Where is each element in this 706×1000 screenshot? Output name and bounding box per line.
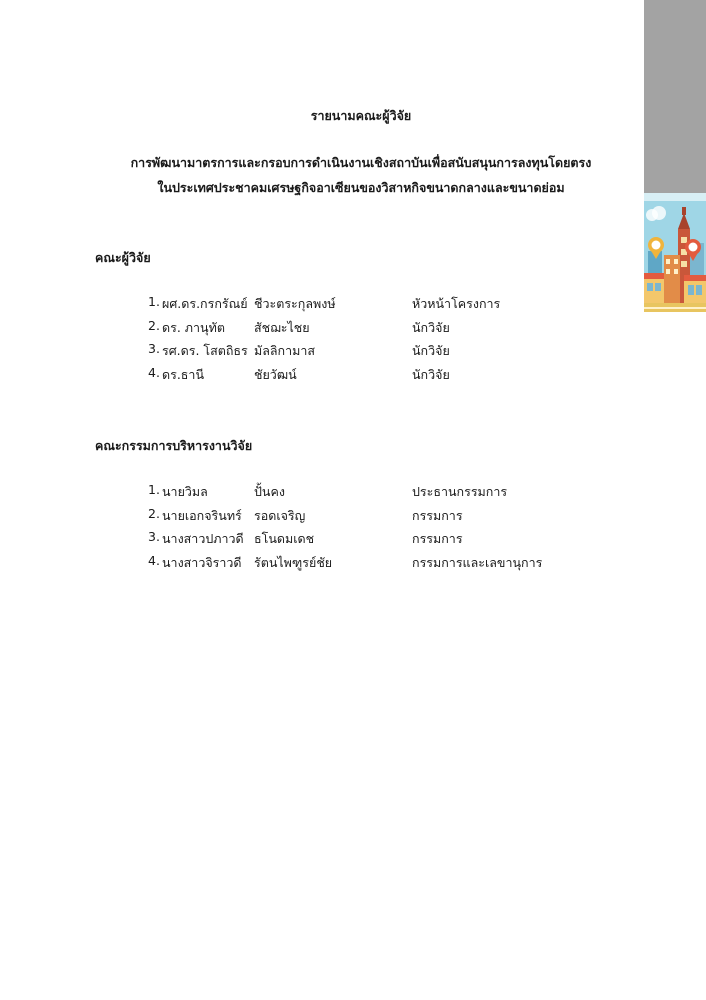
member-last-name: ธโนดมเดช: [254, 531, 315, 546]
city-illustration-icon: [644, 193, 706, 312]
member-last-name: สัชฌะไชย: [254, 319, 310, 335]
item-number: 1.: [148, 482, 160, 497]
committee-heading: คณะกรรมการบริหารงานวิจัย: [95, 438, 253, 453]
member-last-name: รัตนไพฑูรย์ชัย: [254, 554, 333, 570]
member-role: กรรมการ: [412, 531, 463, 546]
item-number: 3.: [148, 341, 160, 356]
member-role: ประธานกรรมการ: [412, 484, 508, 499]
project-title-line-1: การพัฒนามาตรการและกรอบการดำเนินงานเชิงสถาบันเพื่อสนับสนุนการลงทุนโดยตรง: [130, 155, 592, 170]
item-number: 4.: [148, 364, 160, 380]
member-role: หัวหน้าโครงการ: [412, 296, 501, 311]
member-role: นักวิจัย: [412, 343, 450, 358]
researchers-heading: คณะผู้วิจัย: [95, 250, 151, 265]
member-role: กรรมการและเลขานุการ: [412, 554, 543, 570]
member-last-name: ชัยวัฒน์: [254, 366, 297, 382]
member-role: กรรมการ: [412, 507, 463, 523]
member-role: นักวิจัย: [412, 319, 450, 335]
member-first-name: นายวิมล: [162, 484, 208, 499]
member-last-name: มัลลิกามาส: [254, 343, 316, 358]
member-first-name: ดร.ธานี: [162, 366, 204, 382]
member-first-name: นางสาวจิราวดี: [162, 554, 242, 570]
member-first-name: ดร. ภานุทัต: [162, 319, 225, 335]
document-title: รายนามคณะผู้วิจัย: [310, 108, 412, 123]
member-first-name: รศ.ดร. โสตถิธร: [162, 343, 248, 358]
member-last-name: รอดเจริญ: [254, 507, 306, 523]
item-number: 3.: [148, 529, 160, 544]
item-number: 4.: [148, 552, 160, 568]
item-number: 2.: [148, 317, 160, 333]
member-first-name: นางสาวปภาวดี: [162, 531, 244, 546]
member-role: นักวิจัย: [412, 366, 450, 382]
item-number: 1.: [148, 294, 160, 309]
item-number: 2.: [148, 505, 160, 521]
member-last-name: ปั้นคง: [254, 484, 285, 499]
member-first-name: นายเอกจรินทร์: [162, 507, 242, 523]
member-first-name: ผศ.ดร.กรกรัณย์: [162, 296, 248, 311]
project-title-line-2: ในประเทศประชาคมเศรษฐกิจอาเซียนของวิสาหกิจขนาดกลางและขนาดย่อม: [157, 180, 565, 195]
member-last-name: ชีวะตระกุลพงษ์: [254, 296, 336, 311]
